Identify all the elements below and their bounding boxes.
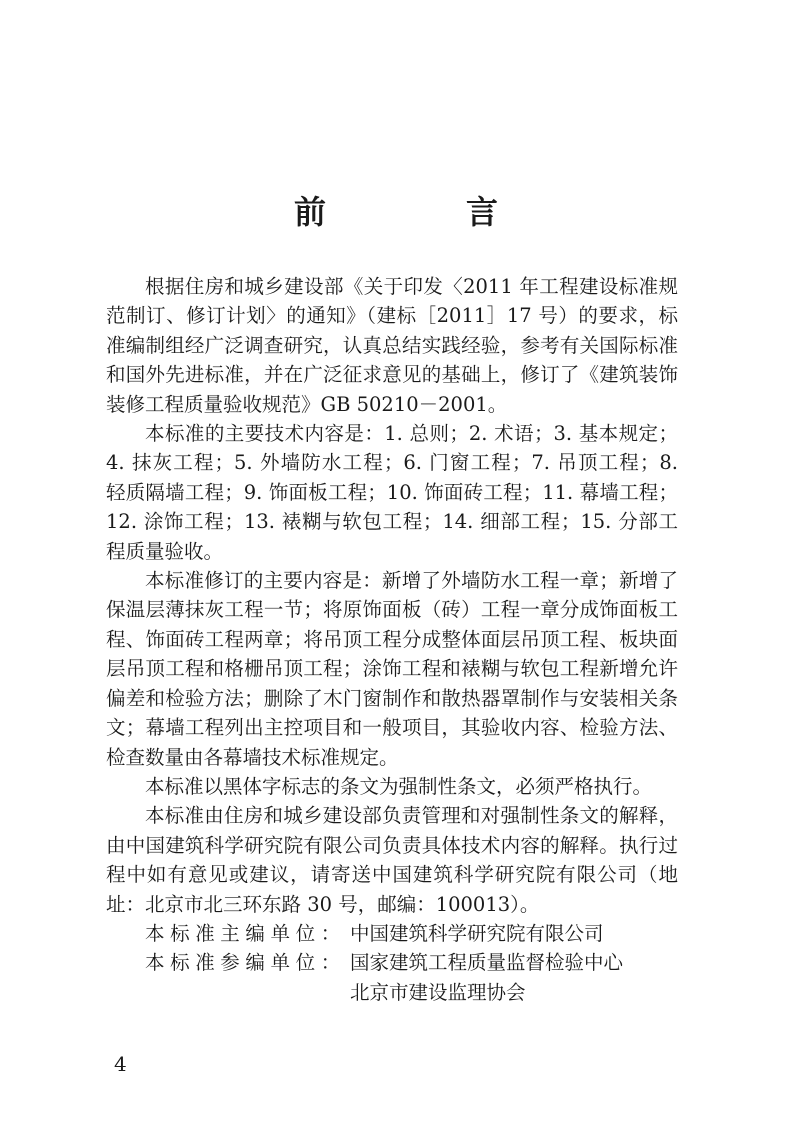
participating-unit-line (106, 948, 678, 977)
paragraph-revision-contents: 本标准修订的主要内容是：新增了外墙防水工程一章；新增了保温层薄抹灰工程一节；将原饰面板（砖）工程一章分成饰面板工程、饰面砖工程两章；将吊顶工程分成整体面层吊顶工程、板块面层吊顶工程和格栅吊顶工程；涂饰工程和裱糊与软包工程新增允许偏差和检验方法；删除了木门窗制作和散热器罩制作与安装相关条文；幕墙工程列出主控项目和一般项目，其验收内容、检验方法、检查数量由各幕墙技术标准规定。 (106, 569, 678, 769)
paragraph-background: 根据住房和城乡建设部《关于印发〈2011 年工程建设标准规范制订、修订计划〉的通知》（建标［2011］17 号）的要求，标准编制组经广泛调查研究，认真总结实践经验，参考有关国际标准和国外先进标准，并在广泛征求意见的基础上，修订了《建筑装饰装修工程质量验收规范》GB 50210－2001。 (106, 275, 678, 416)
participating-unit-value: 国家建筑工程质量监督检验中心 (350, 951, 624, 975)
paragraph-mandatory-provisions: 本标准以黑体字标志的条文为强制性条文，必须严格执行。 (145, 774, 653, 798)
participating-unit-value-line-2: 北京市建设监理协会 (350, 980, 526, 1004)
page-number: 4 (114, 1052, 127, 1076)
paragraph-technical-contents: 本标准的主要技术内容是：1. 总则；2. 术语；3. 基本规定；4. 抹灰工程；5. 外墙防水工程；6. 门窗工程；7. 吊顶工程；8. 轻质隔墙工程；9. 饰面板工程；10. 饰面砖工程；11. 幕墙工程；12. 涂饰工程；13. 裱糊与软包工程；14. 细部工程；15. 分部工程质量验收。 (106, 422, 678, 563)
paragraph-administration: 本标准由住房和城乡建设部负责管理和对强制性条文的解释，由中国建筑科学研究院有限公司负责具体技术内容的解释。执行过程中如有意见或建议，请寄送中国建筑科学研究院有限公司（地址：北京市北三环东路 30 号，邮编：100013）。 (106, 804, 678, 916)
page-title: 前 言 (293, 193, 552, 231)
preface-body (106, 272, 678, 1007)
chief-unit-label: 本标准主编单位： (145, 921, 346, 945)
participating-unit-label: 本标准参编单位： (145, 951, 346, 975)
chief-unit-line (106, 919, 678, 948)
chief-unit-value: 中国建筑科学研究院有限公司 (350, 921, 604, 945)
